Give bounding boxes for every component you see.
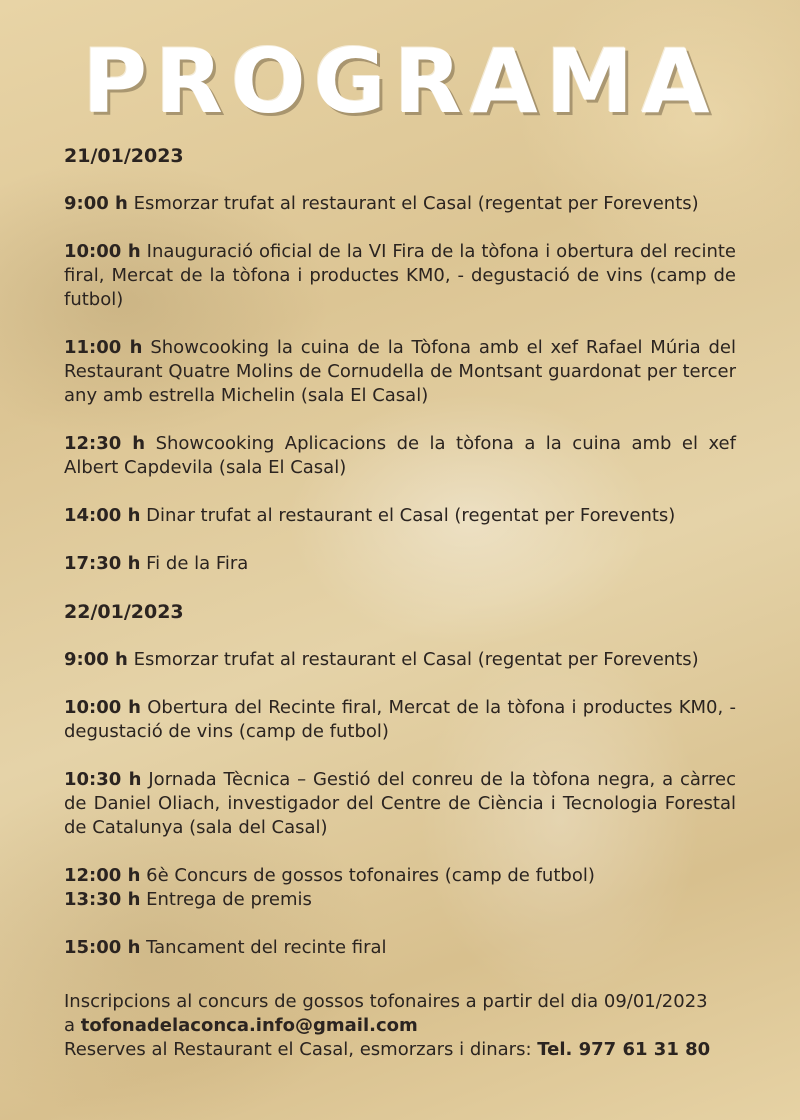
reservation-text: Reserves al Restaurant el Casal, esmorzars i dinars:: [64, 1039, 532, 1060]
event-time: 11:00 h: [64, 337, 143, 358]
event-item: [64, 648, 736, 672]
event-text: Dinar trufat al restaurant el Casal (regentat per Forevents): [146, 505, 676, 526]
event-time: 14:00 h: [64, 505, 141, 526]
event-item: [64, 552, 736, 576]
event-item: [64, 696, 736, 744]
email-line: [64, 1014, 736, 1038]
phone-number[interactable]: Tel. 977 61 31 80: [537, 1039, 711, 1060]
event-text: Showcooking la cuina de la Tòfona amb el xef Rafael Múria del Restaurant Quatre Molins de Cornudella de Montsant guardonat per tercer any amb estrella Michelin (sala El Casal): [64, 337, 736, 406]
event-time: 15:00 h: [64, 937, 141, 958]
event-text: Inauguració oficial de la VI Fira de la tòfona i obertura del recinte firal, Mercat de la tòfona i productes KM0, - degustació de vins (camp de futbol): [64, 241, 736, 310]
event-item: [64, 864, 736, 888]
event-time: 9:00 h: [64, 193, 128, 214]
day-date: 22/01/2023: [64, 601, 184, 623]
event-time: 12:00 h: [64, 865, 141, 886]
event-text: Tancament del recinte firal: [146, 937, 387, 958]
event-time: 12:30 h: [64, 433, 146, 454]
event-time: 9:00 h: [64, 649, 128, 670]
event-text: Esmorzar trufat al restaurant el Casal (regentat per Forevents): [133, 193, 699, 214]
event-item: [64, 768, 736, 840]
day-date: 21/01/2023: [64, 145, 184, 167]
event-text: 6è Concurs de gossos tofonaires (camp de futbol): [146, 865, 595, 886]
event-text: Esmorzar trufat al restaurant el Casal (regentat per Forevents): [133, 649, 699, 670]
reservation-line: [64, 1038, 736, 1062]
registration-note: Inscripcions al concurs de gossos tofonaires a partir del dia 09/01/2023: [64, 991, 708, 1012]
page-title: PROGRAMA: [82, 30, 718, 133]
event-time: 10:30 h: [64, 769, 142, 790]
event-text: Jornada Tècnica – Gestió del conreu de la tòfona negra, a càrrec de Daniel Oliach, investigador del Centre de Ciència i Tecnologia Forestal de Catalunya (sala del Casal): [64, 769, 736, 838]
event-text: Obertura del Recinte firal, Mercat de la tòfona i productes KM0, - degustació de vins (camp de futbol): [64, 697, 736, 742]
event-item: [64, 192, 736, 216]
event-time: 10:00 h: [64, 697, 141, 718]
event-item: [64, 240, 736, 312]
event-item: [64, 432, 736, 480]
event-item: [64, 936, 736, 960]
event-item: [64, 888, 736, 912]
program-content: [64, 140, 736, 1062]
footer-info: [64, 990, 736, 1062]
event-time: 10:00 h: [64, 241, 141, 262]
event-text: Entrega de premis: [146, 889, 312, 910]
event-item: [64, 504, 736, 528]
event-time: 17:30 h: [64, 553, 141, 574]
event-item: [64, 336, 736, 408]
email-link[interactable]: tofonadelaconca.info@gmail.com: [80, 1015, 418, 1036]
event-text: Showcooking Aplicacions de la tòfona a la cuina amb el xef Albert Capdevila (sala El Casal): [64, 433, 736, 478]
event-text: Fi de la Fira: [146, 553, 249, 574]
email-prefix: a: [64, 1015, 76, 1036]
event-time: 13:30 h: [64, 889, 141, 910]
